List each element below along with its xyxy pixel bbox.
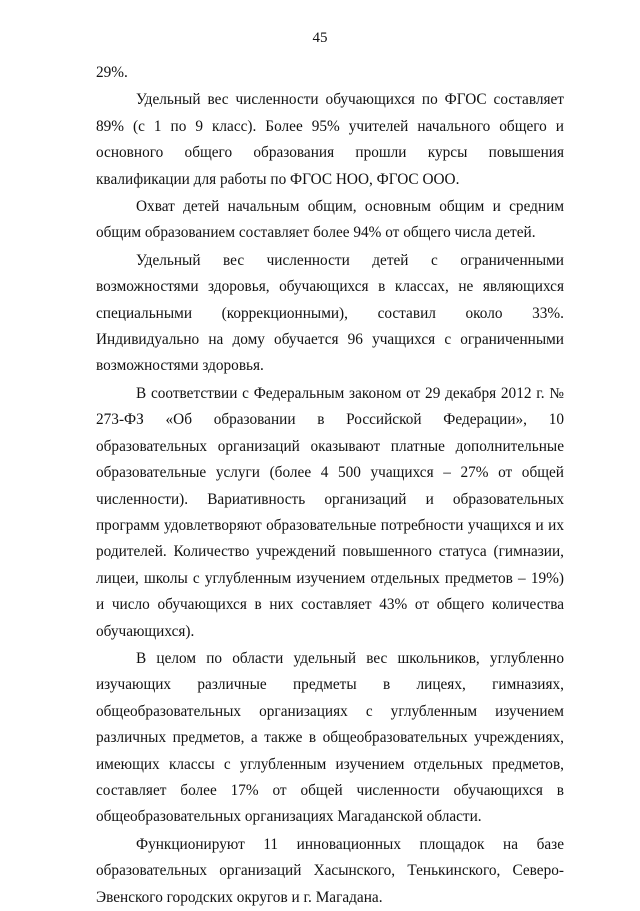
- paragraph-innovation-sites: Функционируют 11 инновационных площадок на базе образовательных организаций Хасынского, Тенькинского, Северо-Эвенского городских округов и г. Магадана.: [96, 835, 564, 906]
- document-body: [96, 60, 564, 911]
- paragraph-coverage: Охват детей начальным общим, основным общим и средним общим образованием составляет более 94% от общего числа детей.: [96, 198, 564, 242]
- paragraph-federal-law: В соответствии с Федеральным законом от 29 декабря 2012 г. № 273-ФЗ «Об образовании в Российской Федерации», 10 образовательных организаций оказывают платные дополнительные образовательные услуги (более 4 500 учащихся – 27% от общей численности). Вариативность организаций и образовательных программ удовлетворяют образовательные потребности учащихся и их родителей. Количество учреждений повышенного статуса (гимназии, лицеи, школы с углубленным изучением отдельных предметов – 19%) и число обучающихся в них составляет 43% от общего количества обучающихся).: [96, 384, 564, 640]
- page-number: 45: [312, 30, 328, 46]
- paragraph-continuation: 29%.: [96, 64, 128, 81]
- paragraph-fgos-share: Удельный вес численности обучающихся по ФГОС составляет 89% (с 1 по 9 класс). Более 95% учителей начального общего и основного общего образования прошли курсы повышения квалификации для работы по ФГОС НОО, ФГОС ООО.: [96, 91, 564, 188]
- paragraph-disabilities: Удельный вес численности детей с ограниченными возможностями здоровья, обучающихся в классах, не являющихся специальными (коррекционными), составил около 33%. Индивидуально на дому обучается 96 учащихся с ограниченными возможностями здоровья.: [96, 251, 564, 375]
- paragraph-advanced-study: В целом по области удельный вес школьников, углубленно изучающих различные предметы в лицеях, гимназиях, общеобразовательных организациях с углубленным изучением различных предметов, а также в общеобразовательных учреждениях, имеющих классы с углубленным изучением отдельных предметов, составляет более 17% от общей численности обучающихся в общеобразовательных организациях Магаданской области.: [96, 649, 564, 826]
